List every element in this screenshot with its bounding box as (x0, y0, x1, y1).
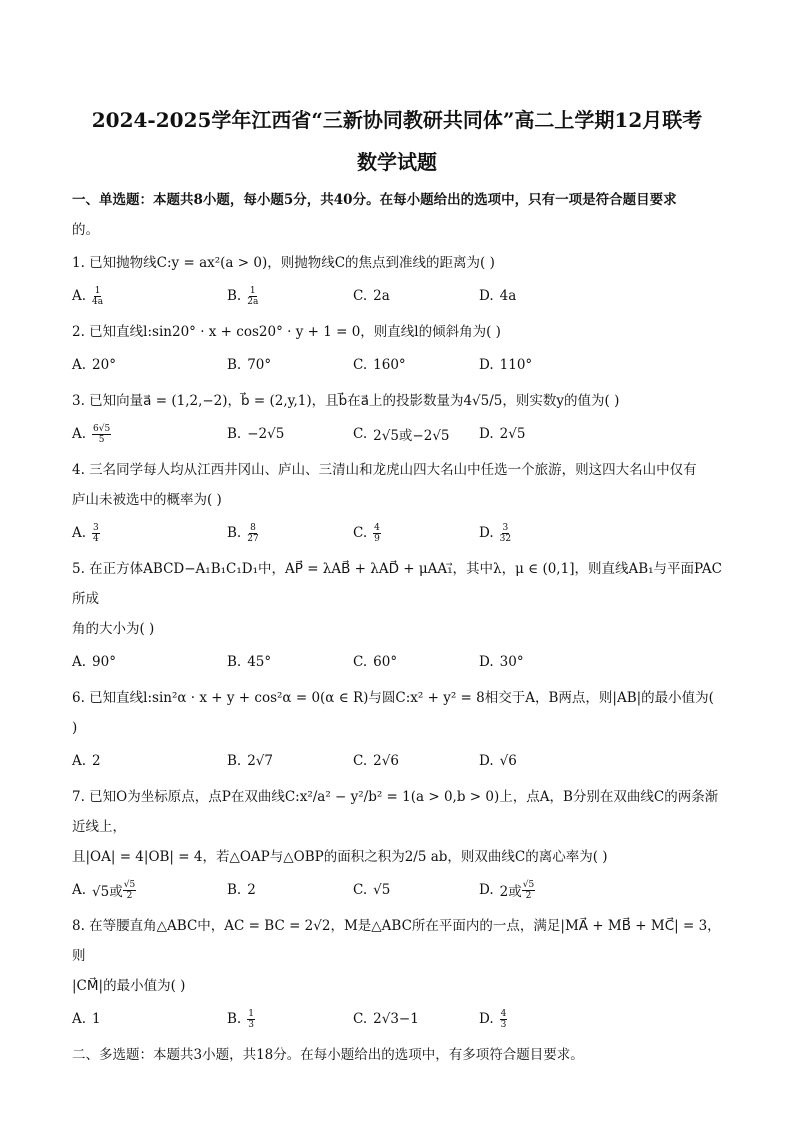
exam-content (72, 185, 722, 1073)
option-value: 2√7 (247, 753, 273, 769)
option-value: 90° (92, 654, 116, 670)
option-label: C. (353, 654, 368, 670)
question-text: 8. 在等腰直角△ABC中，AC = BC = 2√2，M是△ABC所在平面内的一点，满足|MA⃗ + MB⃗ + MC⃗| = 3，则 (72, 918, 721, 964)
option-d[interactable] (479, 523, 619, 544)
option-fraction (247, 523, 258, 544)
option-label: C. (353, 882, 368, 898)
option-label: D. (479, 288, 494, 304)
option-fraction (92, 286, 103, 307)
option-prefix: 2或 (499, 884, 522, 900)
option-d[interactable] (479, 426, 619, 442)
fraction-denominator: 3 (500, 1019, 507, 1030)
question-2 (72, 317, 722, 383)
option-label: A. (72, 882, 87, 898)
option-value: √6 (499, 753, 517, 769)
option-row (72, 416, 722, 452)
option-value: 4a (499, 288, 517, 304)
fraction-numerator: 4 (500, 1008, 507, 1019)
option-label: B. (227, 525, 242, 541)
option-fraction (373, 523, 381, 544)
option-prefix: √5或 (92, 884, 123, 900)
option-value: 1 (92, 1011, 101, 1027)
fraction-denominator: 5 (98, 434, 105, 445)
option-label: B. (227, 1011, 242, 1027)
option-value: 70° (247, 357, 272, 373)
option-row (72, 278, 722, 314)
option-b[interactable] (227, 753, 353, 769)
option-c[interactable] (353, 357, 479, 373)
option-b[interactable] (227, 654, 353, 670)
option-label: A. (72, 426, 87, 442)
option-label: D. (479, 525, 494, 541)
option-d[interactable] (479, 357, 619, 373)
option-c[interactable] (353, 1011, 479, 1027)
option-label: C. (353, 1011, 368, 1027)
option-a[interactable] (72, 523, 227, 544)
question-text: 2. 已知直线l:sin20° · x + cos20° · y + 1 = 0，则直线l的倾斜角为( ) (72, 324, 501, 340)
option-fraction (123, 880, 136, 901)
option-label: C. (353, 525, 368, 541)
option-label: D. (479, 426, 494, 442)
fraction-denominator: 2a (247, 296, 259, 307)
option-label: B. (227, 357, 242, 373)
option-label: A. (72, 357, 87, 373)
option-label: A. (72, 525, 87, 541)
option-label: A. (72, 654, 87, 670)
question-text: 7. 已知O为坐标原点，点P在双曲线C:x²/a² − y²/b² = 1(a > 0,b > 0)上，点A，B分别在双曲线C的两条渐近线上， (72, 789, 719, 835)
option-b[interactable] (227, 523, 353, 544)
option-value: 2√6 (373, 753, 399, 769)
page-title: 2024-2025学年江西省“三新协同教研共同体”高二上学期12月联考 (91, 108, 703, 132)
fraction-numerator: 4 (374, 522, 380, 533)
option-value: 2√3−1 (373, 1011, 419, 1027)
option-label: D. (479, 1011, 494, 1027)
section-heading-continued: 的。 (72, 222, 99, 238)
option-value: 20° (92, 357, 116, 373)
option-d[interactable] (479, 753, 619, 769)
fraction-denominator: 2 (525, 890, 532, 901)
fraction-numerator: 3 (93, 522, 99, 533)
fraction-denominator: 2 (126, 890, 133, 901)
option-label: B. (227, 753, 242, 769)
option-d[interactable] (479, 654, 619, 670)
section-multi-choice-heading (72, 1040, 722, 1070)
fraction-numerator: 1 (94, 285, 101, 296)
fraction-numerator: 1 (249, 285, 256, 296)
option-label: A. (72, 1011, 87, 1027)
question-text: 6. 已知直线l:sin²α · x + y + cos²α = 0(α ∈ R)与圆C:x² + y² = 8相交于A，B两点，则|AB|的最小值为( ) (72, 690, 714, 736)
option-a[interactable] (72, 286, 227, 307)
fraction-numerator: √5 (522, 879, 535, 890)
section-single-choice-heading (72, 185, 722, 245)
option-value: 160° (373, 357, 406, 373)
option-label: A. (72, 753, 87, 769)
question-1 (72, 248, 722, 314)
option-c[interactable] (353, 424, 479, 444)
option-label: D. (479, 357, 494, 373)
option-label: D. (479, 753, 494, 769)
option-b[interactable] (227, 1009, 353, 1030)
fraction-numerator: 8 (250, 522, 256, 533)
option-c[interactable] (353, 654, 479, 670)
fraction-denominator: 3 (248, 1019, 254, 1030)
option-a[interactable] (72, 880, 227, 901)
option-label: B. (227, 882, 242, 898)
question-text: 庐山未被选中的概率为( ) (72, 492, 222, 508)
page-subtitle: 数学试题 (357, 150, 437, 174)
fraction-numerator: 1 (248, 1008, 254, 1019)
question-6 (72, 683, 722, 779)
option-d[interactable] (479, 288, 619, 304)
section2-heading-text: 二、多选题：本题共3小题，共18分。在每小题给出的选项中，有多项符合题目要求。 (72, 1047, 584, 1063)
option-label: B. (227, 288, 242, 304)
option-label: A. (72, 288, 87, 304)
option-a[interactable] (72, 357, 227, 373)
option-label: D. (479, 654, 494, 670)
option-value: 30° (499, 654, 524, 670)
option-fraction (522, 880, 535, 901)
option-row (72, 872, 722, 908)
question-text: 4. 三名同学每人均从江西井冈山、庐山、三清山和龙虎山四大名山中任选一个旅游，则这四大名山中仅有 (72, 462, 697, 478)
question-8 (72, 911, 722, 1037)
option-label: C. (353, 288, 368, 304)
option-c[interactable] (353, 882, 479, 898)
option-d[interactable] (479, 880, 619, 901)
option-row (72, 743, 722, 779)
option-value: 2 (247, 882, 256, 898)
option-b[interactable] (227, 426, 353, 442)
option-fraction (500, 523, 511, 544)
option-b[interactable] (227, 882, 353, 898)
option-value: 2a (373, 288, 390, 304)
option-fraction (247, 1009, 255, 1030)
option-value: 110° (499, 357, 533, 373)
option-label: B. (227, 426, 242, 442)
option-a[interactable] (72, 654, 227, 670)
question-text: |CM⃗|的最小值为( ) (72, 978, 186, 994)
question-text: 3. 已知向量a⃗ = (1,2,−2)，b⃗ = (2,y,1)，且b⃗在a⃗上的投影数量为4√5/5，则实数y的值为( ) (72, 393, 620, 409)
question-4 (72, 455, 722, 551)
fraction-denominator: 32 (499, 533, 512, 544)
option-a[interactable] (72, 424, 227, 445)
option-c[interactable] (353, 288, 479, 304)
option-value: √5 (373, 882, 391, 898)
question-text: 且|OA| = 4|OB| = 4，若△OAP与△OBP的面积之积为2/5 ab，则双曲线C的离心率为( ) (72, 849, 608, 865)
question-list (72, 248, 722, 1037)
option-a[interactable] (72, 1011, 227, 1027)
question-5 (72, 554, 722, 680)
option-value: −2√5 (247, 426, 285, 442)
option-d[interactable] (479, 1009, 619, 1030)
option-fraction (500, 1009, 508, 1030)
option-value: 2√5或−2√5 (373, 428, 450, 444)
option-label: B. (227, 654, 242, 670)
option-fraction (92, 424, 111, 445)
option-label: D. (479, 882, 494, 898)
option-label: C. (353, 426, 368, 442)
fraction-numerator: 6√5 (93, 423, 111, 434)
option-value: 2√5 (499, 426, 526, 442)
fraction-numerator: 3 (502, 522, 509, 533)
option-a[interactable] (72, 753, 227, 769)
option-value: 45° (247, 654, 272, 670)
question-3 (72, 386, 722, 452)
option-fraction (92, 523, 100, 544)
question-text: 5. 在正方体ABCD−A₁B₁C₁D₁中，AP⃗ = λAB⃗ + λAD⃗ + μAA₁⃗，其中λ，μ ∈ (0,1]，则直线AB₁与平面PAC所成 (72, 561, 722, 607)
fraction-denominator: 4a (92, 296, 104, 307)
fraction-denominator: 9 (374, 533, 380, 544)
fraction-denominator: 27 (247, 533, 259, 544)
option-b[interactable] (227, 357, 353, 373)
option-fraction (247, 286, 258, 307)
option-label: C. (353, 753, 368, 769)
fraction-denominator: 4 (93, 533, 99, 544)
question-7 (72, 782, 722, 908)
option-c[interactable] (353, 753, 479, 769)
question-text: 角的大小为( ) (72, 621, 155, 637)
option-row (72, 1001, 722, 1037)
question-text: 1. 已知抛物线C:y = ax²(a > 0)，则抛物线C的焦点到准线的距离为( ) (72, 255, 495, 271)
option-c[interactable] (353, 523, 479, 544)
option-b[interactable] (227, 286, 353, 307)
option-label: C. (353, 357, 368, 373)
option-row (72, 515, 722, 551)
option-value: 2 (92, 753, 101, 769)
option-row (72, 644, 722, 680)
fraction-numerator: √5 (123, 879, 136, 890)
option-row (72, 347, 722, 383)
option-value: 60° (373, 654, 398, 670)
section-heading-text: 一、单选题：本题共8小题，每小题5分，共40分。在每小题给出的选项中，只有一项是符合题目要求 (72, 192, 677, 208)
